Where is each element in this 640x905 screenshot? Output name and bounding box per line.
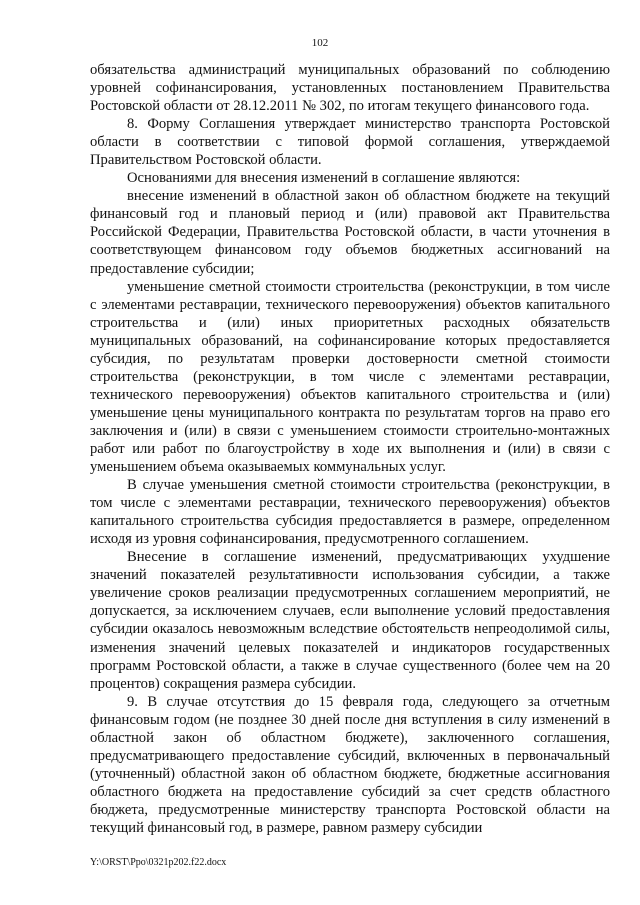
- paragraph-cost-reduction-case: В случае уменьшения сметной стоимости строительства (реконструкции, в том числе с элементами реставрации, технического перевооружения) объектов капитального строительства субсидия предоставляется в размере, определенном исходя из уровня софинансирования, предусмотренного соглашением.: [90, 477, 610, 548]
- document-body: [90, 61, 610, 837]
- file-path-footer: Y:\ORST\Ppo\0321p202.f22.docx: [90, 857, 227, 868]
- paragraph-item-8: 8. Форму Соглашения утверждает министерство транспорта Ростовской области в соответствии с типовой формой соглашения, утверждаемой Правительством Ростовской области.: [90, 116, 610, 169]
- paragraph-ground-budget-law: внесение изменений в областной закон об областном бюджете на текущий финансовый год и плановый период и (или) правовой акт Правительства Российской Федерации, Правительства Ростовской области, в части уточнения в соответствующем финансовом году объемов бюджетных ассигнований на предоставление субсидии;: [90, 188, 610, 277]
- paragraph-ground-cost-reduction: уменьшение сметной стоимости строительства (реконструкции, в том числе с элементами реставрации, технического перевооружения) объектов капитального строительства и (или) иных приоритетных расходных обязательств муниципальных образований, на софинансирование которых предоставляется субсидия, по результатам проверки достоверности сметной стоимости строительства (реконструкции, в том числе с элементами реставрации, технического перевооружения) объектов капитального строительства и (или) уменьшение цены муниципального контракта по результатам торгов на право его заключения и (или) в связи с уменьшением стоимости строительно-монтажных работ или работ по благоустройству в ходе их выполнения и (или) в связи с уменьшением объема оказываемых коммунальных услуг.: [90, 278, 610, 476]
- page-number: 102: [311, 37, 329, 49]
- paragraph-changes-restriction: Внесение в соглашение изменений, предусматривающих ухудшение значений показателей результативности использования субсидии, а также увеличение сроков реализации предусмотренных соглашением мероприятий, не допускается, за исключением случаев, если выполнение условий предоставления субсидии оказалось невозможным вследствие обстоятельств непреодолимой силы, изменения значений целевых показателей и индикаторов государственных программ Ростовской области, а также в случае существенного (более чем на 20 процентов) сокращения размера субсидии.: [90, 549, 610, 692]
- paragraph-item-9: 9. В случае отсутствия до 15 февраля года, следующего за отчетным финансовым годом (не позднее 30 дней после дня вступления в силу изменений в областной закон об областном бюджете), заключенного соглашения, предусматривающего предоставление субсидий, включенных в первоначальный (уточненный) областной закон об областном бюджете, бюджетные ассигнования областного бюджета на предоставление субсидий за счет средств областного бюджета, предусмотренные министерству транспорта Ростовской области на текущий финансовый год, в размере, равном размеру субсидии: [90, 693, 610, 836]
- paragraph-grounds-intro: Основаниями для внесения изменений в соглашение являются:: [127, 170, 521, 187]
- paragraph-continuation: обязательства администраций муниципальных образований по соблюдению уровней софинансирования, установленных постановлением Правительства Ростовской области от 28.12.2011 № 302, по итогам текущего финансового года.: [90, 62, 610, 115]
